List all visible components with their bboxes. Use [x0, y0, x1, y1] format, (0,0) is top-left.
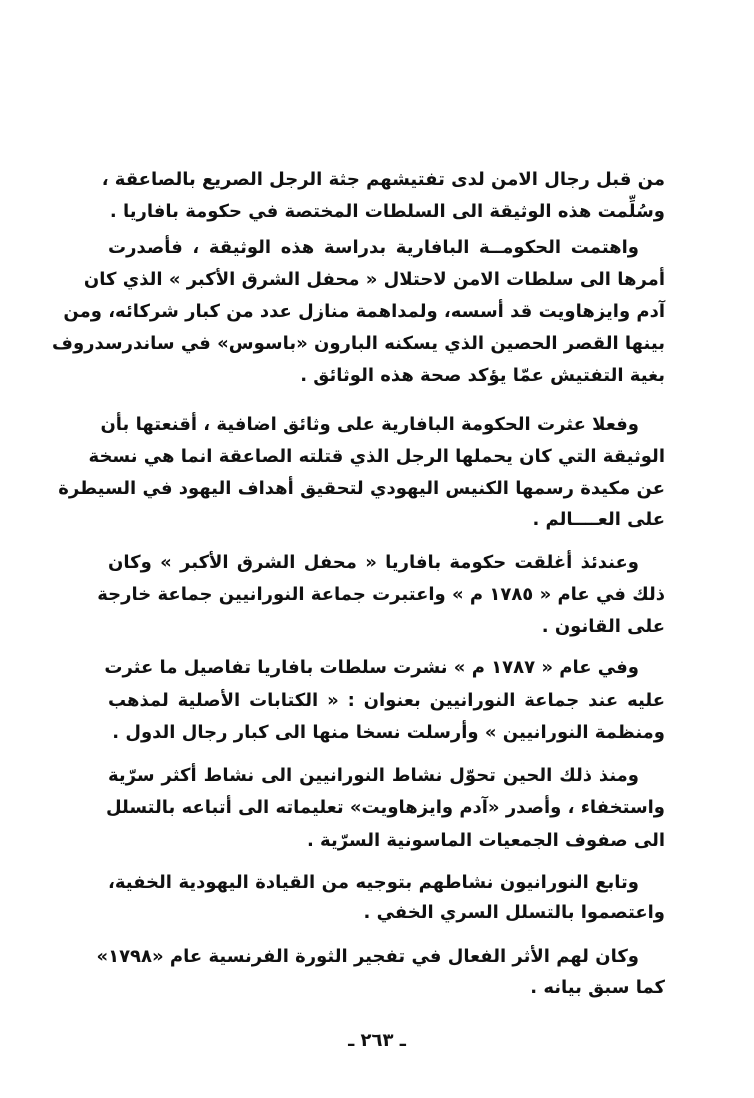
- text-line: على القانون .: [541, 616, 665, 637]
- text-line: وفعلا عثرت الحكومة البافارية على وثائق اضافية ، أقنعتها بأن: [100, 414, 639, 435]
- page-number: ـ ٢٦٣ ـ: [348, 1030, 406, 1051]
- text-line: ذلك في عام « ١٧٨٥ م » واعتبرت جماعة النورانيين جماعة خارجة: [97, 584, 665, 605]
- text-line: وعندئذ أغلقت حكومة بافاريا « محفل الشرق الأكبر » وكان: [108, 552, 639, 573]
- text-line: من قبل رجال الامن لدى تفتيشهم جثة الرجل الصريع بالصاعقة ،: [101, 169, 665, 190]
- text-line: ومنذ ذلك الحين تحوّل نشاط النورانيين الى نشاط أكثر سرّية: [108, 765, 639, 786]
- text-line: آدم وايزهاويت قد أسسه، ولمداهمة منازل عدد من كبار شركائه، ومن: [63, 301, 665, 322]
- text-line: واعتصموا بالتسلل السري الخفي .: [363, 902, 665, 923]
- text-line: وفي عام « ١٧٨٧ م » نشرت سلطات بافاريا تفاصيل ما عثرت: [104, 657, 639, 678]
- text-line: واستخفاء ، وأصدر «آدم وايزهاويت» تعليماته الى أتباعه بالتسلل: [105, 797, 665, 818]
- text-line: أمرها الى سلطات الامن لاحتلال « محفل الشرق الأكبر » الذي كان: [83, 269, 665, 290]
- text-line: وكان لهم الأثر الفعال في تفجير الثورة الفرنسية عام «١٧٩٨»: [96, 946, 639, 967]
- text-line: بينها القصر الحصين الذي يسكنه البارون «باسوس» في ساندرسدروف: [52, 333, 665, 354]
- text-line: عليه عند جماعة النورانيين بعنوان : « الكتابات الأصلية لمذهب: [108, 690, 665, 711]
- text-line: واهتمت الحكومــة البافارية بدراسة هذه الوثيقة ، فأصدرت: [108, 237, 639, 258]
- text-line: الى صفوف الجمعيات الماسونية السرّية .: [306, 830, 665, 851]
- text-line: ومنظمة النورانيين » وأرسلت نسخا منها الى كبار رجال الدول .: [112, 722, 665, 743]
- text-line: وتابع النورانيون نشاطهم بتوجيه من القيادة اليهودية الخفية،: [108, 872, 639, 893]
- text-line: على العــــالم .: [532, 509, 665, 530]
- text-line: عن مكيدة رسمها الكنيس اليهودي لتحقيق أهداف اليهود في السيطرة: [58, 478, 665, 499]
- text-line: بغية التفتيش عمّا يؤكد صحة هذه الوثائق .: [300, 365, 665, 386]
- text-line: الوثيقة التي كان يحملها الرجل الذي قتلته الصاعقة انما هي نسخة: [88, 446, 665, 467]
- text-line: كما سبق بيانه .: [530, 977, 665, 998]
- text-line: وسُلِّمت هذه الوثيقة الى السلطات المختصة في حكومة بافاريا .: [109, 201, 665, 222]
